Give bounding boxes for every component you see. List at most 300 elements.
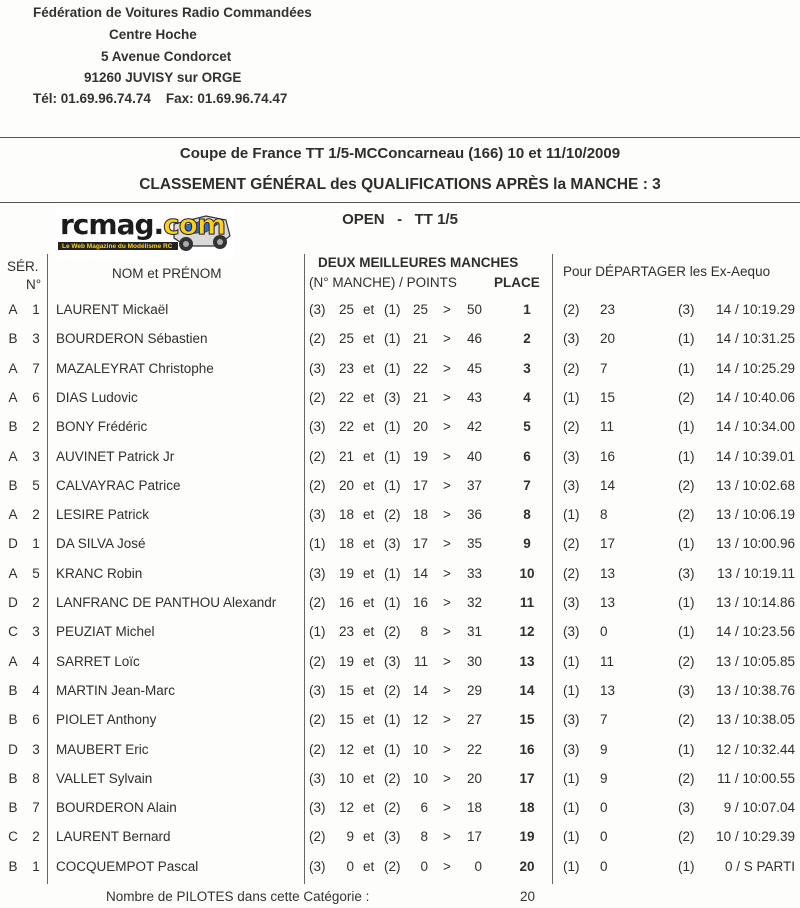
- event-title: Coupe de France TT 1/5-MCConcarneau (166) 10 et 11/10/2009: [179, 145, 621, 162]
- tiebreak-laps-time: 13 / 10:02.68: [716, 477, 795, 493]
- number-cell: 1: [32, 302, 40, 317]
- tiebreak-laps-time: 9 / 10:07.04: [723, 800, 795, 816]
- arrow-label: >: [443, 536, 451, 552]
- heat2-points: 8: [420, 624, 428, 640]
- heat1-number: (3): [309, 682, 326, 698]
- rcmag-logo: [56, 206, 234, 258]
- pilot-name: LANFRANC DE PANTHOU Alexandr: [56, 595, 277, 610]
- tiebreak-heat: (1): [563, 389, 580, 405]
- pilot-name: CALVAYRAC Patrice: [56, 477, 181, 493]
- place-cell: 2: [523, 331, 531, 347]
- place-cell: 11: [519, 595, 535, 610]
- tiebreak-heat: (3): [563, 624, 580, 640]
- heat1-points: 15: [338, 682, 354, 698]
- and-label: et: [363, 477, 375, 493]
- tiebreak-points: 23: [600, 302, 616, 317]
- tiebreak-heat: (2): [563, 360, 580, 376]
- table-row: [0, 765, 800, 794]
- number-cell: 5: [32, 565, 40, 581]
- and-label: et: [363, 800, 375, 816]
- heat1-number: (2): [309, 829, 326, 845]
- pilot-name: BONY Frédéric: [56, 419, 148, 435]
- table-row: [0, 355, 800, 384]
- series-cell: B: [8, 858, 18, 874]
- organization-contact: Tél: 01.69.96.74.74 Fax: 01.69.96.74.47: [33, 91, 288, 106]
- divider: [0, 202, 800, 203]
- tiebreak-points: 14: [600, 477, 616, 493]
- tiebreak-heat: (2): [563, 536, 580, 552]
- series-cell: B: [8, 682, 18, 698]
- and-label: et: [363, 741, 375, 757]
- heat2-number: (2): [384, 507, 401, 523]
- arrow-label: >: [443, 595, 451, 610]
- tiebreak-heat: (2): [563, 419, 580, 435]
- total-points: 32: [466, 595, 482, 610]
- tiebreak-points: 15: [600, 389, 616, 405]
- tiebreak-heat: (3): [563, 741, 580, 757]
- heat1-points: 21: [338, 448, 354, 464]
- arrow-label: >: [443, 302, 451, 317]
- header-best-heats: DEUX MEILLEURES MANCHES: [318, 255, 519, 270]
- pilot-name: LAURENT Mickaël: [56, 302, 169, 317]
- tiebreak-heat-2: (1): [678, 624, 695, 640]
- and-label: et: [363, 565, 375, 581]
- heat1-number: (3): [309, 800, 326, 816]
- number-cell: 6: [32, 389, 40, 405]
- heat1-number: (2): [309, 331, 326, 347]
- pilot-name: BOURDERON Sébastien: [56, 331, 208, 347]
- pilot-name: BOURDERON Alain: [56, 800, 177, 816]
- tiebreak-laps-time: 10 / 10:29.39: [716, 829, 795, 845]
- tiebreak-heat-2: (1): [678, 595, 695, 610]
- number-cell: 3: [32, 331, 40, 347]
- tiebreak-heat: (1): [563, 653, 580, 669]
- heat2-points: 18: [412, 507, 428, 523]
- place-cell: 8: [523, 507, 531, 523]
- heat2-points: 10: [412, 770, 428, 786]
- tiebreak-laps-time: 14 / 10:39.01: [716, 448, 795, 464]
- total-points: 27: [466, 712, 482, 728]
- pilot-name: PIOLET Anthony: [56, 712, 157, 728]
- and-label: et: [363, 302, 375, 317]
- table-row: [0, 736, 800, 765]
- number-cell: 7: [32, 800, 40, 816]
- place-cell: 20: [519, 858, 535, 874]
- heat1-number: (3): [309, 770, 326, 786]
- arrow-label: >: [443, 770, 451, 786]
- heat2-points: 25: [412, 302, 428, 317]
- heat1-points: 9: [346, 829, 354, 845]
- header-heat-points: (N° MANCHE) / POINTS: [309, 275, 457, 290]
- heat1-points: 23: [338, 624, 354, 640]
- heat1-points: 12: [338, 800, 354, 816]
- place-cell: 3: [523, 360, 531, 376]
- total-points: 18: [466, 800, 482, 816]
- event-subtitle: CLASSEMENT GÉNÉRAL des QUALIFICATIONS APRÈS la MANCHE : 3: [139, 176, 661, 193]
- header-name: NOM et PRÉNOM: [112, 266, 222, 281]
- and-label: et: [363, 419, 375, 435]
- heat1-number: (3): [309, 360, 326, 376]
- total-points: 0: [474, 858, 482, 874]
- total-points: 37: [466, 477, 482, 493]
- pilot-name: SARRET Loïc: [56, 653, 140, 669]
- number-cell: 6: [32, 712, 40, 728]
- series-cell: B: [8, 800, 18, 816]
- organization-name: Fédération de Voitures Radio Commandées: [33, 5, 312, 20]
- tiebreak-heat-2: (1): [678, 419, 695, 435]
- tiebreak-points: 0: [600, 800, 608, 816]
- number-cell: 2: [32, 829, 40, 845]
- number-cell: 4: [32, 653, 40, 669]
- tiebreak-heat-2: (1): [678, 741, 695, 757]
- tiebreak-heat-2: (2): [678, 389, 695, 405]
- tiebreak-heat: (3): [563, 448, 580, 464]
- total-points: 50: [466, 302, 482, 317]
- tiebreak-points: 20: [600, 331, 616, 347]
- arrow-label: >: [443, 419, 451, 435]
- pilot-name: MARTIN Jean-Marc: [56, 682, 176, 698]
- tiebreak-heat-2: (3): [678, 302, 695, 317]
- tiebreak-heat-2: (2): [678, 653, 695, 669]
- heat1-points: 25: [338, 331, 354, 347]
- table-row: [0, 413, 800, 442]
- logo-tagline: Le Web Magazine du Modélisme RC: [62, 243, 173, 250]
- number-cell: 3: [32, 448, 40, 464]
- series-cell: B: [8, 770, 18, 786]
- tiebreak-points: 7: [600, 360, 608, 376]
- tiebreak-heat: (3): [563, 477, 580, 493]
- pilot-name: PEUZIAT Michel: [56, 624, 155, 640]
- series-cell: B: [8, 419, 18, 435]
- tiebreak-heat: (3): [563, 712, 580, 728]
- series-cell: A: [8, 653, 18, 669]
- heat2-number: (3): [384, 653, 401, 669]
- number-cell: 5: [32, 477, 40, 493]
- arrow-label: >: [443, 653, 451, 669]
- heat2-number: (3): [384, 389, 401, 405]
- heat1-number: (2): [309, 741, 326, 757]
- and-label: et: [363, 712, 375, 728]
- category-title: OPEN - TT 1/5: [342, 211, 458, 228]
- arrow-label: >: [443, 624, 451, 640]
- heat2-points: 6: [420, 800, 428, 816]
- tiebreak-points: 9: [600, 741, 608, 757]
- pilot-name: LESIRE Patrick: [56, 507, 150, 523]
- tiebreak-points: 0: [600, 624, 608, 640]
- table-row: [0, 823, 800, 852]
- heat1-points: 22: [338, 419, 354, 435]
- tiebreak-heat: (3): [563, 331, 580, 347]
- pilot-name: LAURENT Bernard: [56, 829, 171, 845]
- heat1-number: (2): [309, 712, 326, 728]
- heat2-number: (2): [384, 858, 401, 874]
- heat1-points: 23: [338, 360, 354, 376]
- place-cell: 6: [523, 448, 531, 464]
- heat2-number: (1): [384, 448, 401, 464]
- tiebreak-heat-2: (2): [678, 829, 695, 845]
- tiebreak-heat: (1): [563, 800, 580, 816]
- tiebreak-laps-time: 14 / 10:25.29: [716, 360, 795, 376]
- heat1-points: 22: [338, 389, 354, 405]
- tiebreak-points: 0: [600, 829, 608, 845]
- pilot-name: MAUBERT Eric: [56, 741, 149, 757]
- and-label: et: [363, 331, 375, 347]
- number-cell: 3: [32, 624, 40, 640]
- arrow-label: >: [443, 565, 451, 581]
- tiebreak-heat-2: (2): [678, 712, 695, 728]
- tiebreak-laps-time: 14 / 10:31.25: [716, 331, 795, 347]
- tiebreak-points: 13: [600, 565, 616, 581]
- header-place: PLACE: [494, 275, 540, 290]
- total-points: 33: [466, 565, 482, 581]
- heat2-number: (2): [384, 770, 401, 786]
- tiebreak-heat-2: (1): [678, 331, 695, 347]
- series-cell: D: [8, 741, 18, 757]
- and-label: et: [363, 829, 375, 845]
- tiebreak-points: 13: [600, 595, 616, 610]
- tiebreak-laps-time: 14 / 10:40.06: [716, 389, 795, 405]
- and-label: et: [363, 389, 375, 405]
- heat2-points: 10: [412, 741, 428, 757]
- series-cell: B: [8, 331, 18, 347]
- tiebreak-heat: (1): [563, 507, 580, 523]
- pilot-name: MAZALEYRAT Christophe: [56, 360, 214, 376]
- heat2-points: 21: [412, 331, 428, 347]
- heat2-points: 0: [420, 858, 428, 874]
- table-row: [0, 589, 800, 618]
- heat2-points: 12: [412, 712, 428, 728]
- tiebreak-points: 11: [600, 653, 615, 669]
- table-row: [0, 853, 800, 882]
- tiebreak-heat-2: (1): [678, 858, 695, 874]
- tiebreak-laps-time: 13 / 10:38.05: [716, 712, 795, 728]
- heat1-number: (3): [309, 302, 326, 317]
- divider: [0, 137, 800, 138]
- series-cell: A: [8, 565, 18, 581]
- heat1-number: (3): [309, 507, 326, 523]
- heat2-points: 21: [412, 389, 428, 405]
- total-points: 30: [466, 653, 482, 669]
- table-row: [0, 384, 800, 413]
- number-cell: 2: [32, 419, 40, 435]
- arrow-label: >: [443, 682, 451, 698]
- tiebreak-heat-2: (1): [678, 536, 695, 552]
- place-cell: 10: [519, 565, 535, 581]
- total-points: 17: [466, 829, 482, 845]
- heat2-number: (3): [384, 829, 401, 845]
- heat2-points: 16: [412, 595, 428, 610]
- heat1-points: 16: [338, 595, 354, 610]
- table-row: [0, 677, 800, 706]
- heat1-number: (3): [309, 565, 326, 581]
- series-cell: B: [8, 477, 18, 493]
- tiebreak-points: 13: [600, 682, 616, 698]
- heat2-points: 14: [412, 565, 428, 581]
- tiebreak-heat-2: (1): [678, 360, 695, 376]
- tiebreak-laps-time: 0 / S PARTI: [724, 858, 795, 874]
- heat1-number: (2): [309, 595, 326, 610]
- place-cell: 18: [519, 800, 535, 816]
- and-label: et: [363, 507, 375, 523]
- heat1-number: (2): [309, 477, 326, 493]
- heat1-points: 12: [338, 741, 354, 757]
- series-cell: A: [8, 448, 18, 464]
- table-row: [0, 794, 800, 823]
- total-points: 22: [466, 741, 482, 757]
- tiebreak-laps-time: 14 / 10:34.00: [716, 419, 795, 435]
- total-points: 31: [466, 624, 482, 640]
- heat2-points: 11: [413, 653, 428, 669]
- heat2-number: (1): [384, 741, 401, 757]
- arrow-label: >: [443, 331, 451, 347]
- series-cell: C: [8, 624, 18, 640]
- place-cell: 4: [523, 389, 531, 405]
- heat2-number: (1): [384, 477, 401, 493]
- table-row: [0, 706, 800, 735]
- series-cell: A: [8, 389, 18, 405]
- heat1-points: 18: [338, 507, 354, 523]
- heat1-number: (1): [309, 624, 326, 640]
- tiebreak-points: 11: [600, 419, 615, 435]
- arrow-label: >: [443, 389, 451, 405]
- total-points: 43: [466, 389, 482, 405]
- tiebreak-heat-2: (2): [678, 477, 695, 493]
- heat1-number: (1): [309, 536, 326, 552]
- tiebreak-laps-time: 13 / 10:06.19: [716, 507, 795, 523]
- table-row: [0, 472, 800, 501]
- tiebreak-laps-time: 12 / 10:32.44: [716, 741, 795, 757]
- total-points: 29: [466, 682, 482, 698]
- tiebreak-laps-time: 14 / 10:23.56: [716, 624, 795, 640]
- heat1-number: (3): [309, 858, 326, 874]
- header-ser: SÉR.: [7, 259, 39, 274]
- place-cell: 12: [519, 624, 535, 640]
- series-cell: A: [8, 360, 18, 376]
- pilot-name: DA SILVA José: [56, 536, 146, 552]
- total-points: 20: [466, 770, 482, 786]
- heat1-points: 15: [338, 712, 354, 728]
- table-row: [0, 443, 800, 472]
- arrow-label: >: [443, 477, 451, 493]
- place-cell: 1: [523, 302, 531, 317]
- heat1-number: (2): [309, 389, 326, 405]
- and-label: et: [363, 653, 375, 669]
- header-tiebreak: Pour DÉPARTAGER les Ex-Aequo: [563, 264, 771, 279]
- tiebreak-laps-time: 13 / 10:00.96: [716, 536, 795, 552]
- tiebreak-heat-2: (3): [678, 800, 695, 816]
- pilot-name: KRANC Robin: [56, 565, 143, 581]
- organization-header: [0, 0, 360, 110]
- tiebreak-heat-2: (3): [678, 682, 695, 698]
- tiebreak-points: 17: [600, 536, 616, 552]
- number-cell: 2: [32, 507, 40, 523]
- tiebreak-heat-2: (1): [678, 448, 695, 464]
- and-label: et: [363, 448, 375, 464]
- number-cell: 1: [32, 858, 40, 874]
- tiebreak-laps-time: 13 / 10:14.86: [716, 595, 795, 610]
- heat1-points: 20: [338, 477, 354, 493]
- and-label: et: [363, 360, 375, 376]
- arrow-label: >: [443, 448, 451, 464]
- heat2-points: 8: [420, 829, 428, 845]
- heat2-points: 19: [412, 448, 428, 464]
- heat1-points: 18: [338, 536, 354, 552]
- tiebreak-points: 7: [600, 712, 608, 728]
- place-cell: 16: [519, 741, 535, 757]
- table-row: [0, 560, 800, 589]
- tiebreak-laps-time: 13 / 10:05.85: [716, 653, 795, 669]
- arrow-label: >: [443, 507, 451, 523]
- arrow-label: >: [443, 858, 451, 874]
- tiebreak-points: 8: [600, 507, 608, 523]
- heat2-points: 20: [412, 419, 428, 435]
- heat1-points: 19: [338, 653, 354, 669]
- organization-address: 5 Avenue Condorcet: [101, 49, 232, 64]
- series-cell: A: [8, 507, 18, 523]
- tiebreak-heat-2: (2): [678, 507, 695, 523]
- series-cell: A: [8, 302, 18, 317]
- table-row: [0, 648, 800, 677]
- and-label: et: [363, 682, 375, 698]
- heat1-number: (3): [309, 419, 326, 435]
- series-cell: D: [8, 595, 18, 610]
- heat2-number: (1): [384, 712, 401, 728]
- logo-text: rcmag.com: [60, 208, 226, 241]
- organization-city: 91260 JUVISY sur ORGE: [84, 70, 242, 85]
- table-row: [0, 530, 800, 559]
- tiebreak-heat: (3): [563, 595, 580, 610]
- total-points: 46: [466, 331, 482, 347]
- place-cell: 13: [519, 653, 535, 669]
- total-points: 42: [466, 419, 482, 435]
- and-label: et: [363, 858, 375, 874]
- arrow-label: >: [443, 800, 451, 816]
- tiebreak-points: 16: [600, 448, 616, 464]
- and-label: et: [363, 536, 375, 552]
- heat2-number: (1): [384, 419, 401, 435]
- total-points: 40: [466, 448, 482, 464]
- series-cell: D: [8, 536, 18, 552]
- total-points: 45: [466, 360, 482, 376]
- tiebreak-heat: (1): [563, 858, 580, 874]
- heat2-points: 22: [412, 360, 428, 376]
- number-cell: 2: [32, 595, 40, 610]
- heat2-number: (1): [384, 565, 401, 581]
- pilot-name: COCQUEMPOT Pascal: [56, 858, 199, 874]
- heat2-number: (1): [384, 302, 401, 317]
- heat1-points: 0: [346, 858, 354, 874]
- place-cell: 14: [519, 682, 535, 698]
- header-num: N°: [26, 277, 42, 292]
- tiebreak-points: 9: [600, 770, 608, 786]
- arrow-label: >: [443, 741, 451, 757]
- heat2-number: (1): [384, 331, 401, 347]
- series-cell: B: [8, 712, 18, 728]
- tiebreak-points: 0: [600, 858, 608, 874]
- place-cell: 7: [523, 477, 531, 493]
- heat1-points: 25: [338, 302, 354, 317]
- arrow-label: >: [443, 712, 451, 728]
- place-cell: 17: [519, 770, 535, 786]
- number-cell: 4: [32, 682, 40, 698]
- tiebreak-laps-time: 13 / 10:38.76: [716, 682, 795, 698]
- footer-label: Nombre de PILOTES dans cette Catégorie :: [106, 889, 370, 904]
- number-cell: 8: [32, 770, 40, 786]
- total-points: 35: [466, 536, 482, 552]
- heat2-points: 17: [412, 536, 428, 552]
- tiebreak-heat: (1): [563, 770, 580, 786]
- heat2-points: 14: [412, 682, 428, 698]
